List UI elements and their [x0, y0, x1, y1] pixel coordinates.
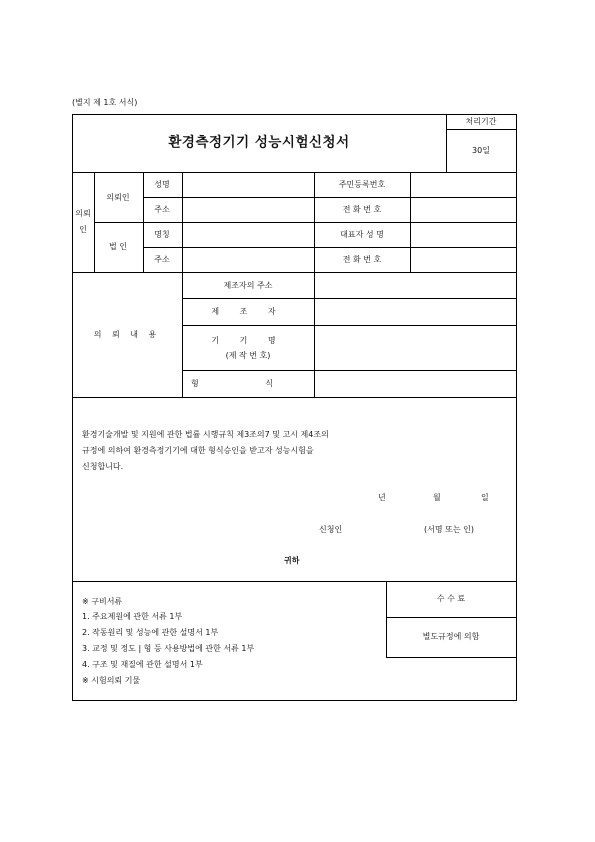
statement-line-2: 규정에 의하여 환경측정기기에 대한 형식승인을 받고자 성능시험을 — [82, 446, 314, 455]
document-item: 2. 작동원리 및 성능에 관한 설명서 1부 — [82, 628, 219, 637]
request-content-label: 의 뢰 내 용 — [93, 330, 161, 339]
fee-label: 수 수 료 — [436, 594, 466, 603]
device-name-label: 기 기 명 — [211, 336, 285, 345]
statement-line-3: 신청합니다. — [82, 462, 124, 471]
date-year-label: 년 — [378, 493, 386, 502]
manufacturer-address-field[interactable] — [316, 274, 514, 297]
manufacturer-label: 제 조 자 — [211, 307, 285, 316]
statement-line-1: 환경기술개발 및 지원에 관한 법률 시행규칙 제3조의7 및 고시 제4조의 — [82, 430, 329, 439]
fee-value: 별도규정에 의함 — [422, 632, 480, 641]
applicant-group-label-2: 인 — [79, 225, 87, 234]
addressee: 귀하 — [284, 556, 300, 565]
applicant-group-label: 의뢰 — [75, 209, 91, 218]
corporation-label: 법 인 — [109, 242, 127, 251]
document-item: 3. 교정 및 정도 | 형 등 사용방법에 관한 서류 1부 — [82, 644, 255, 653]
representative-name-label: 대표자 성 명 — [340, 230, 384, 239]
date-month-label: 월 — [433, 493, 441, 502]
type-label: 형 식 — [191, 379, 305, 388]
document-item: 4. 구조 및 재질에 관한 설명서 1부 — [82, 660, 203, 669]
resident-number-label: 주민등록번호 — [338, 180, 386, 189]
applicant-sign-label: 신청인 — [319, 525, 343, 534]
address-label: 주소 — [154, 205, 170, 214]
corp-address-field[interactable] — [184, 249, 312, 271]
document-item: 1. 주요제원에 관한 서류 1부 — [82, 612, 183, 621]
test-sample-note: ※ 시험의뢰 기물 — [82, 676, 141, 685]
form-number: (별지 제 1호 서식) — [72, 98, 138, 107]
processing-period-label: 처리기간 — [465, 117, 497, 126]
processing-period-value: 30일 — [472, 146, 490, 155]
form-title: 환경측정기기 성능시험신청서 — [168, 134, 350, 151]
corp-phone-label: 전 화 번 호 — [342, 255, 382, 264]
individual-label: 의뢰인 — [106, 193, 130, 202]
date-day-label: 일 — [481, 493, 489, 502]
signature-label: (서명 또는 인) — [424, 525, 474, 534]
required-documents-header: ※ 구비서류 — [82, 597, 123, 606]
manufacturer-field[interactable] — [316, 300, 514, 324]
phone-label: 전 화 번 호 — [342, 205, 382, 214]
type-field[interactable] — [316, 372, 514, 396]
resident-number-field[interactable] — [412, 174, 514, 196]
corp-phone-field[interactable] — [412, 249, 514, 271]
name-field[interactable] — [184, 174, 312, 196]
corp-name-label: 명칭 — [154, 230, 170, 239]
phone-field[interactable] — [412, 199, 514, 221]
corp-address-label: 주소 — [154, 255, 170, 264]
representative-name-field[interactable] — [412, 224, 514, 246]
corp-name-field[interactable] — [184, 224, 312, 246]
name-label: 성명 — [154, 180, 170, 189]
serial-number-label: (제 작 번 호) — [225, 351, 271, 360]
manufacturer-address-label: 제조자의 주소 — [223, 281, 273, 290]
address-field[interactable] — [184, 199, 312, 221]
device-name-field[interactable] — [316, 327, 514, 369]
